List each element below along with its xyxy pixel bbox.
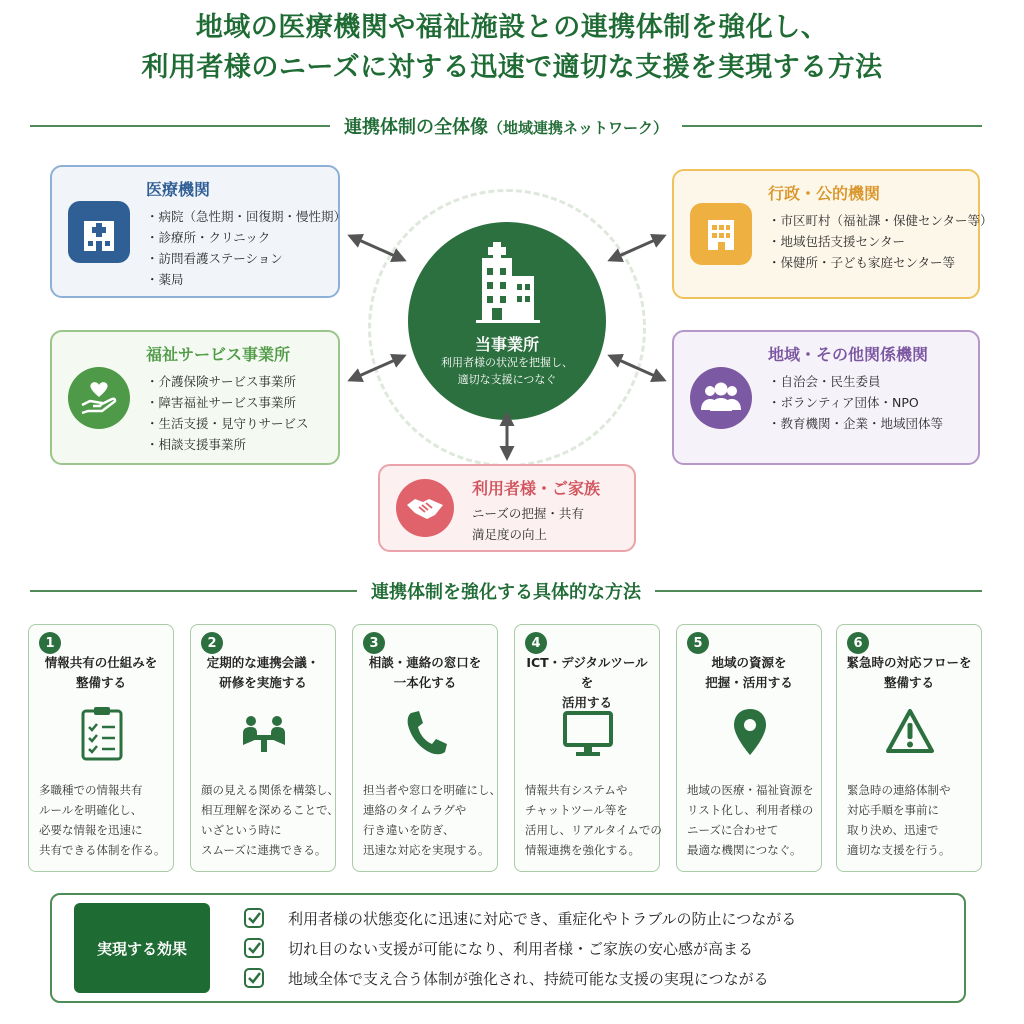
list-item: ・ 訪問看護ステーション: [146, 248, 330, 269]
welfare-title: 福祉サービス事業所: [146, 345, 291, 364]
method-number: 2: [201, 632, 223, 654]
effect-item: 地域全体で支え合う体制が強化され、持続可能な支援の実現につながる: [244, 963, 796, 993]
list-item: ・ 保健所・子ども家庭センター等: [768, 252, 970, 273]
list-item: ・ 教育機関・企業・地域団体等: [768, 413, 970, 434]
network-heading-sub: （地域連携ネットワーク）: [488, 119, 669, 137]
monitor-icon: [563, 705, 613, 761]
arrow-local: [610, 356, 664, 380]
list-item: ・ 薬局: [146, 269, 330, 290]
method-title: 相談・連絡の窓口を 一本化する: [368, 655, 482, 690]
title-line-2: 利用者様のニーズに対する迅速で適切な支援を実現する方法: [141, 52, 883, 83]
user-title: 利用者様・ご家族: [472, 479, 601, 498]
method-number: 1: [39, 632, 61, 654]
method-description: 顔の見える関係を構築し、 相互理解を深めることで、 いざという時に スムーズに連携できる。: [201, 783, 339, 857]
welfare-list: [146, 371, 330, 455]
map-pin-icon: [725, 705, 775, 761]
arrow-government: [610, 236, 664, 260]
method-title: 定期的な連携会議・ 研修を実施する: [206, 655, 320, 690]
hospital-icon: [68, 201, 130, 263]
method-title: 緊急時の対応フローを 整備する: [846, 655, 972, 690]
government-building-icon: [690, 203, 752, 265]
list-item: ・ ボランティア団体・NPO: [768, 392, 970, 413]
local-list: [768, 371, 970, 434]
methods-section-heading: [30, 576, 982, 606]
medical-institutions-box: [50, 165, 347, 298]
arrow-medical: [350, 236, 404, 260]
method-number: 4: [525, 632, 547, 654]
check-icon: [244, 908, 264, 928]
method-card-3: [352, 624, 501, 872]
heading-rule-left: [30, 590, 357, 592]
list-item: ・ 市区町村（福祉課・保健センター等）: [768, 210, 970, 231]
government-box: [672, 169, 993, 299]
arrow-welfare: [350, 356, 404, 380]
people-group-icon: [690, 367, 752, 429]
method-card-6: [836, 624, 982, 872]
heart-hand-icon: [68, 367, 130, 429]
user-line-2: 満足度の向上: [472, 527, 548, 542]
list-item: ・ 介護保険サービス事業所: [146, 371, 330, 392]
meeting-icon: [239, 705, 289, 761]
warning-icon: [885, 705, 935, 761]
method-number: 3: [363, 632, 385, 654]
list-item: ・ 診療所・クリニック: [146, 227, 330, 248]
method-description: 情報共有システムや チャットツール等を 活用し、リアルタイムでの 情報連携を強化する。: [525, 783, 662, 857]
method-number: 6: [847, 632, 869, 654]
method-title: 情報共有の仕組みを 整備する: [44, 655, 158, 690]
government-title: 行政・公的機関: [768, 184, 881, 203]
medical-list: [146, 206, 347, 290]
user-line-1: ニーズの把握・共有: [472, 506, 584, 521]
method-card-5: [676, 624, 822, 872]
method-description: 担当者や窓口を明確にし、 連絡のタイムラグや 行き違いを防ぎ、 迅速な対応を実現する。: [363, 783, 501, 857]
effects-panel: [50, 893, 966, 1003]
list-item: ・ 相談支援事業所: [146, 434, 330, 455]
methods-heading: 連携体制を強化する具体的な方法: [371, 582, 641, 603]
list-item: ・ 病院（急性期・回復期・慢性期）: [146, 206, 330, 227]
method-description: 緊急時の連絡体制や 対応手順を事前に 取り決め、迅速で 適切な支援を行う。: [847, 783, 951, 857]
network-heading: 連携体制の全体像: [344, 117, 488, 138]
effects-list: [244, 903, 796, 993]
effects-label: 実現する効果: [74, 903, 210, 993]
phone-icon: [401, 705, 451, 761]
hub-name: 当事業所: [474, 335, 539, 354]
method-card-1: [28, 624, 174, 872]
hub-description: 利用者様の状況を把握し、 適切な支援につなぐ: [441, 356, 573, 386]
check-icon: [244, 938, 264, 958]
local-organizations-box: [672, 330, 980, 465]
method-title: ICT・デジタルツールを 活用する: [526, 655, 648, 710]
check-icon: [244, 968, 264, 988]
handshake-icon: [396, 479, 454, 537]
method-description: 地域の医療・福祉資源を リスト化し、利用者様の ニーズに合わせて 最適な機関につなぐ。: [687, 783, 814, 857]
title-line-1: 地域の医療機関や福祉施設との連携体制を強化し、: [195, 12, 829, 43]
method-description: 多職種での情報共有 ルールを明確化し、 必要な情報を迅速に 共有できる体制を作る。: [39, 783, 166, 857]
government-list: [768, 210, 993, 273]
clipboard-checklist-icon: [77, 705, 127, 761]
local-title: 地域・その他関係機関: [768, 345, 929, 364]
method-card-2: [190, 624, 339, 872]
list-item: ・ 地域包括支援センター: [768, 231, 970, 252]
list-item: ・ 自治会・民生委員: [768, 371, 970, 392]
effect-item: 切れ目のない支援が可能になり、利用者様・ご家族の安心感が高まる: [244, 933, 796, 963]
list-item: ・ 障害福祉サービス事業所: [146, 392, 330, 413]
user-family-box: [378, 464, 636, 552]
medical-title: 医療機関: [146, 180, 211, 199]
effect-item: 利用者様の状態変化に迅速に対応でき、重症化やトラブルの防止につながる: [244, 903, 796, 933]
method-card-4: [514, 624, 660, 872]
method-title: 地域の資源を 把握・活用する: [705, 655, 793, 690]
list-item: ・ 生活支援・見守りサービス: [146, 413, 330, 434]
heading-rule-right: [655, 590, 982, 592]
method-number: 5: [687, 632, 709, 654]
welfare-services-box: [50, 330, 340, 465]
